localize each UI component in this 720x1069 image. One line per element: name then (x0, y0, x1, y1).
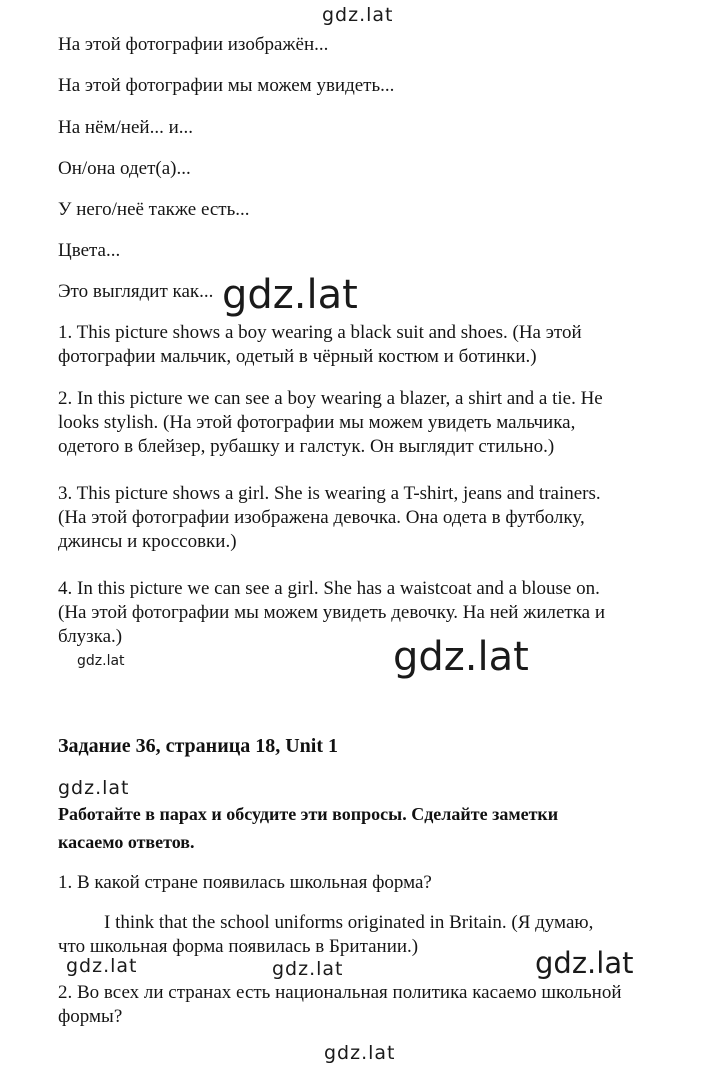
answer-4-line-1: 4. In this picture we can see a girl. She has a waistcoat and a blouse on. (58, 578, 600, 599)
answer-2 (58, 387, 658, 459)
question-1: 1. В какой стране появилась школьная форма? (58, 872, 432, 893)
phrase-1: На этой фотографии изображён... (58, 34, 329, 55)
answer-1-line-2: фотографии мальчик, одетый в чёрный костюм и ботинки.) (58, 346, 537, 367)
instructions-line-2: касаемо ответов. (58, 832, 195, 852)
answer-3-line-2: (На этой фотографии изображена девочка. Она одета в футболку, (58, 507, 585, 528)
watermark-top: gdz.lat (322, 4, 394, 26)
answer-4 (58, 577, 658, 649)
watermark-footer: gdz.lat (324, 1042, 396, 1064)
answer-4-line-2: (На этой фотографии мы можем увидеть девочку. На ней жилетка и (58, 602, 606, 623)
answer-3-line-3: джинсы и кроссовки.) (58, 531, 237, 552)
phrase-5: У него/неё также есть... (58, 199, 250, 220)
instructions-line-1: Работайте в парах и обсудите эти вопросы. Сделайте заметки (58, 804, 559, 824)
phrase-6: Цвета... (58, 240, 121, 261)
answer-2-line-3: одетого в блейзер, рубашку и галстук. Он выглядит стильно.) (58, 436, 555, 457)
question-2-line-1: 2. Во всех ли странах есть национальная политика касаемо школьной (58, 982, 622, 1003)
answer-3 (58, 482, 658, 554)
answer-2-line-1: 2. In this picture we can see a boy wearing a blazer, a shirt and a tie. He (58, 388, 603, 409)
task-heading: Задание 36, страница 18, Unit 1 (58, 735, 339, 757)
phrase-3: На нём/ней... и... (58, 117, 193, 138)
answer-3-line-1: 3. This picture shows a girl. She is wearing a T-shirt, jeans and trainers. (58, 483, 601, 504)
watermark-small-left: gdz.lat (77, 653, 125, 669)
answer-1 (58, 321, 658, 369)
question-2 (58, 981, 658, 1029)
answer-1-line-1: 1. This picture shows a boy wearing a black suit and shoes. (На этой (58, 322, 582, 343)
instructions (58, 800, 658, 856)
watermark-large-right: gdz.lat (393, 634, 529, 680)
phrase-4: Он/она одет(а)... (58, 158, 191, 179)
watermark-bottom-right: gdz.lat (535, 946, 634, 980)
question-2-line-2: формы? (58, 1006, 123, 1027)
phrase-7: Это выглядит как... (58, 281, 214, 302)
watermark-above-instructions: gdz.lat (58, 777, 130, 799)
answer-4-line-3: блузка.) (58, 626, 123, 647)
answer-question-1-line-1: I think that the school uniforms originated in Britain. (Я думаю, (104, 912, 594, 933)
watermark-bottom-left: gdz.lat (66, 955, 138, 977)
answer-question-1-line-2: что школьная форма появилась в Британии.) (58, 936, 419, 957)
watermark-bottom-center: gdz.lat (272, 958, 344, 980)
phrase-2: На этой фотографии мы можем увидеть... (58, 75, 395, 96)
watermark-center-large: gdz.lat (222, 272, 358, 318)
answer-2-line-2: looks stylish. (На этой фотографии мы можем увидеть мальчика, (58, 412, 576, 433)
